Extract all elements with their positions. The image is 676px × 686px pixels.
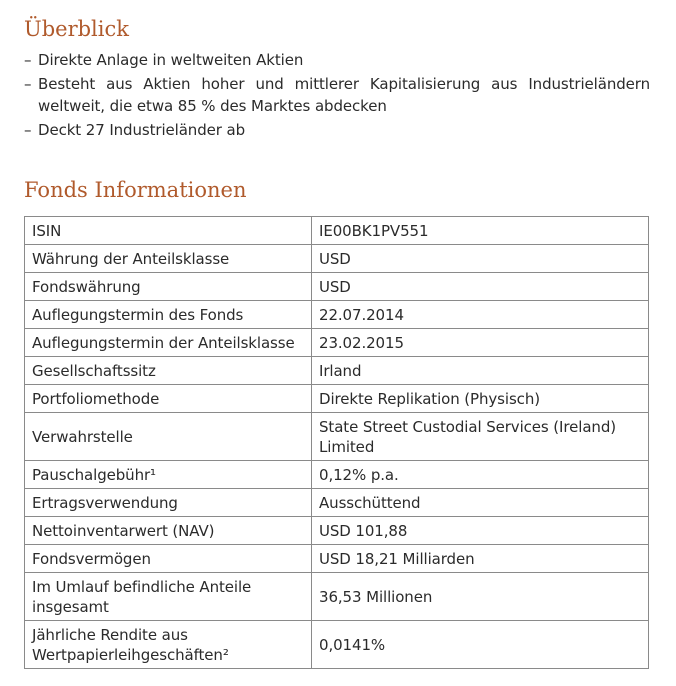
row-label: Jährliche Rendite aus Wertpapierleihgeschäften² [25,621,312,669]
row-value: Direkte Replikation (Physisch) [312,385,649,413]
table-row [25,357,649,385]
row-label: Nettoinventarwert (NAV) [25,517,312,545]
row-label: Währung der Anteilsklasse [25,245,312,273]
table-row [25,329,649,357]
row-value: 0,12% p.a. [312,461,649,489]
table-row [25,545,649,573]
row-value: USD 101,88 [312,517,649,545]
table-row [25,621,649,669]
row-label: Fondswährung [25,273,312,301]
row-label: Ertragsverwendung [25,489,312,517]
table-row [25,385,649,413]
row-value: 23.02.2015 [312,329,649,357]
table-row [25,461,649,489]
row-value: IE00BK1PV551 [312,217,649,245]
row-value: 22.07.2014 [312,301,649,329]
fund-info-table [24,216,649,669]
row-value: USD 18,21 Milliarden [312,545,649,573]
row-label: Im Umlauf befindliche Anteile insgesamt [25,573,312,621]
table-row [25,489,649,517]
row-value: Ausschüttend [312,489,649,517]
row-value: Irland [312,357,649,385]
fund-info-heading: Fonds Informationen [24,178,247,202]
row-label: Portfoliomethode [25,385,312,413]
row-label: Verwahrstelle [25,413,312,461]
row-label: Pauschalgebühr¹ [25,461,312,489]
row-value: 0,0141% [312,621,649,669]
overview-item: – Besteht aus Aktien hoher und mittlerer Kapitalisierung aus Industrieländern weltweit, die etwa 85 % des Marktes abdecken [24,73,650,117]
table-row [25,217,649,245]
overview-list [24,49,650,143]
row-label: ISIN [25,217,312,245]
overview-item: – Direkte Anlage in weltweiten Aktien [24,49,650,71]
table-row [25,273,649,301]
table-row [25,573,649,621]
table-row [25,301,649,329]
row-label: Gesellschaftssitz [25,357,312,385]
row-value: State Street Custodial Services (Ireland) Limited [312,413,649,461]
row-label: Fondsvermögen [25,545,312,573]
row-value: USD [312,273,649,301]
row-value: 36,53 Millionen [312,573,649,621]
row-label: Auflegungstermin der Anteilsklasse [25,329,312,357]
overview-heading: Überblick [24,17,129,41]
overview-item: – Deckt 27 Industrieländer ab [24,119,650,141]
row-value: USD [312,245,649,273]
row-label: Auflegungstermin des Fonds [25,301,312,329]
table-row [25,245,649,273]
table-row [25,517,649,545]
table-row [25,413,649,461]
